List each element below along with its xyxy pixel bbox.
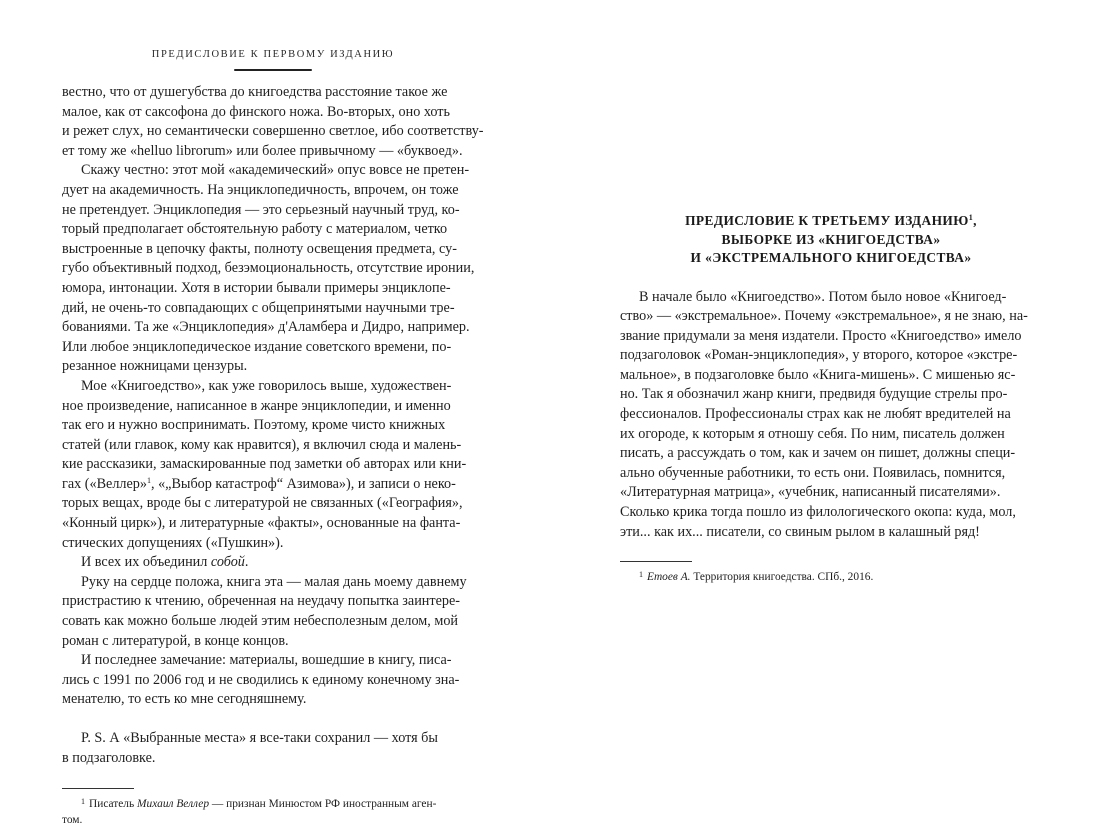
text-line: Скажу честно: этот мой «академический» опус вовсе не претен- <box>81 162 470 179</box>
paragraph <box>62 83 484 161</box>
running-head: ПРЕДИСЛОВИЕ К ПЕРВОМУ ИЗДАНИЮ <box>151 49 395 60</box>
text-line: Сколько крика тогда пошло из филологического окопа: куда, мол, <box>620 504 1016 521</box>
text-line: «Конный цирк»), и литературные «факты», основанные на фанта- <box>62 515 461 532</box>
footnote-emphasis: Етоев А. <box>647 571 691 584</box>
left-body-text <box>62 83 484 768</box>
text-line: резанное ножницами цензуры. <box>62 358 248 375</box>
text-line: роман с литературой, в конце концов. <box>62 632 289 649</box>
text-line: губо объективный подход, безэмоциональность, отсутствие иронии, <box>62 260 475 277</box>
text-line: P. S. А «Выбранные места» я все-таки сохранил — хотя бы <box>81 730 438 746</box>
text-line: Или любое энциклопедическое издание советского времени, по- <box>62 338 452 355</box>
text-line: так его и нужно воспринимать. Поэтому, кроме чисто книжных <box>62 417 446 434</box>
text-line: ное произведение, написанное в жанре энциклопедии, и именно <box>62 397 451 414</box>
text-line: мальное», в подзаголовке было «Книга-мишень». С мишенью яс- <box>620 366 1016 383</box>
text-line: Руку на сердце положа, книга эта — малая дань моему давнему <box>81 573 467 590</box>
text-line: бованиями. Та же «Энциклопедия» д'Аламбера и Дидро, например. <box>62 319 470 336</box>
text-line: юмора, интонации. Хотя в истории бывали примеры энциклопе- <box>62 279 451 296</box>
footnote <box>62 794 484 828</box>
footnote-text: Территория книгоедства. СПб., 2016. <box>690 571 874 584</box>
paragraph <box>62 161 484 377</box>
paragraph <box>62 573 484 651</box>
text-line: «Литературная матрица», «учебник, написанный писателями». <box>620 484 1001 501</box>
text: . <box>244 554 249 571</box>
text-line: лись с 1991 по 2006 год и не сводились к единому конечному зна- <box>62 671 460 688</box>
footnote-ref: 1 <box>146 475 151 485</box>
footnote <box>620 567 1042 585</box>
text-line: подзаголовок «Роман-энциклопедия», у второго, которое «экстре- <box>620 347 1018 364</box>
text-line: вестно, что от душегубства до книгоедства расстояние такое же <box>62 84 448 100</box>
text-line: ет тому же «helluo librorum» или более привычному — «буквоед». <box>62 142 463 159</box>
paragraph <box>62 553 484 573</box>
text-line: звание придумали за меня издатели. Просто «Книгоедство» имело <box>620 327 1022 344</box>
title-line: И «ЭКСТРЕМАЛЬНОГО КНИГОЕДСТВА» <box>690 250 972 265</box>
text-line: дий, не очень-то совпадающих с общепринятыми научными тре- <box>62 299 455 316</box>
footnote-text: — признан Минюстом РФ иностранным аген- <box>209 798 437 811</box>
text-line: ство» — «экстремальное». Почему «экстремальное», я не знаю, на- <box>620 308 1028 325</box>
footnote-rule <box>62 788 134 789</box>
chapter-title <box>620 212 1042 268</box>
emphasis: собой <box>210 554 245 571</box>
text-line: менателю, то есть ко мне сегодняшнему. <box>62 691 307 708</box>
right-body-text <box>620 288 1042 543</box>
text-line: Мое «Книгоедство», как уже говорилось выше, художествен- <box>81 377 452 394</box>
text-line: стических допущениях («Пушкин»). <box>62 534 284 551</box>
text-line: писать, а рассуждать о том, как и зачем он пишет, должны специ- <box>620 445 1016 462</box>
text-line: И последнее замечание: материалы, вошедшие в книгу, писа- <box>81 652 452 669</box>
text-line: , «„Выбор катастроф“ Азимова»), и записи о неко- <box>150 475 456 492</box>
text-line: малое, как от саксофона до финского ножа. Во-вторых, оно хоть <box>62 103 450 120</box>
text-line: и режет слух, но семантически совершенно светлое, ибо соответству- <box>62 123 484 140</box>
footnote-text: Писатель <box>89 798 138 811</box>
title-line: ВЫБОРКЕ ИЗ «КНИГОЕДСТВА» <box>721 231 941 247</box>
text-line: статей (или главок, кому как нравится), я включил сюда и малень- <box>62 436 462 453</box>
text-line: кие рассказики, замаскированные под заметки об авторах или кни- <box>62 456 467 473</box>
footnote-text: том. <box>62 814 83 827</box>
paragraph <box>620 288 1042 543</box>
text: И всех их объединил <box>81 554 211 571</box>
paragraph <box>62 377 484 553</box>
footnote-emphasis: Михаил Веллер <box>137 798 210 811</box>
text-line: торых вещах, вроде бы с литературой не связанных («География», <box>62 495 463 512</box>
text-line: совать как можно больше людей этим небесполезным делом, мой <box>62 613 459 630</box>
paragraph <box>62 651 484 710</box>
text-line: В начале было «Книгоедство». Потом было новое «Книгоед- <box>639 288 1007 305</box>
text-line: выстроенные в цепочку факты, полноту освещения предмета, су- <box>62 240 457 257</box>
text-line: эти... как их... писатели, со свиным рылом в калашный ряд! <box>620 523 980 540</box>
text-line: но. Так я обозначил жанр книги, предвидя будущие стрелы про- <box>620 386 1008 403</box>
text-line: фессионалов. Профессионалы страх как не любят вредителей на <box>620 406 1011 423</box>
running-head-rule <box>234 69 312 71</box>
text-line: дует на академичность. На энциклопедичность, впрочем, он тоже <box>62 181 459 198</box>
footnote-rule <box>620 561 692 562</box>
text-line: ально обученные работники, то есть они. Появилась, помнится, <box>620 464 1006 481</box>
text-line: гах («Веллер» <box>62 475 147 492</box>
text-line: не претендует. Энциклопедия — это серьезный научный труд, ко- <box>62 201 460 218</box>
text-line: их огороде, к которым я отношу себя. По ним, писатель должен <box>620 425 1005 442</box>
postscript <box>62 729 484 768</box>
title-line: , <box>973 213 977 228</box>
text-line: в подзаголовке. <box>62 749 156 766</box>
footnote-marker: 1 <box>81 797 85 807</box>
text-line: торый предполагает обстоятельную работу с материалом, четко <box>62 221 448 238</box>
footnote-marker: 1 <box>639 570 643 580</box>
title-line: ПРЕДИСЛОВИЕ К ТРЕТЬЕМУ ИЗДАНИЮ <box>685 213 969 228</box>
right-page <box>620 0 1042 585</box>
footnote-ref: 1 <box>968 213 974 222</box>
left-page <box>62 0 484 828</box>
text-line: пристрастию к чтению, обреченная на неудачу попытка заинтере- <box>62 593 460 610</box>
